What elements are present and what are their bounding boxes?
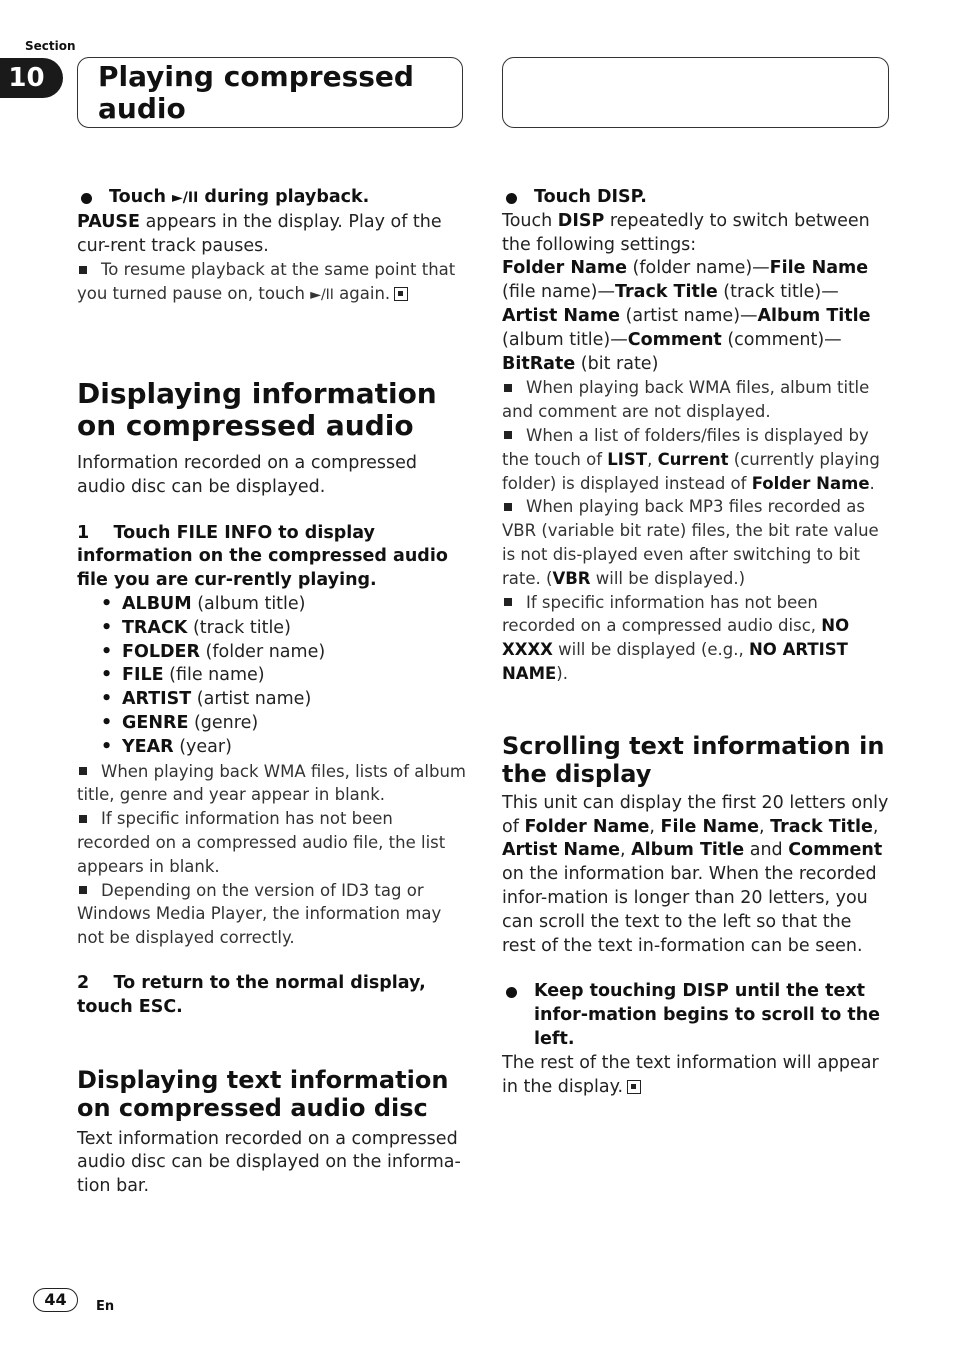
list-item: • GENRE (genre) — [101, 712, 467, 736]
heading-scrolling-text: Scrolling text information in the display — [502, 731, 885, 788]
list-item: • ALBUM (album title) — [101, 593, 467, 617]
note-square-icon — [504, 503, 512, 511]
note-square-icon — [504, 598, 512, 606]
heading-text-information: Displaying text information on compressed audio disc — [77, 1065, 449, 1122]
note-not-recorded: If specific information has not been recorded on a compressed audio file, the list appears in blank. — [77, 809, 446, 876]
list-item: • FILE (file name) — [101, 664, 467, 688]
step-2: 2 To return to the normal display, touch ESC. — [77, 972, 432, 1017]
note-square-icon — [504, 431, 512, 439]
step-1: 1 Touch FILE INFO to display information on the compressed audio file you are cur-rently playing. — [77, 522, 454, 591]
list-item: • YEAR (year) — [101, 736, 467, 760]
section-label: Section — [25, 39, 76, 53]
note-wma-right: When playing back WMA files, album title and comment are not displayed. — [502, 378, 870, 422]
right-column — [502, 186, 890, 1099]
pause-description: PAUSE appears in the display. Play of the cur-rent track pauses. — [77, 211, 442, 256]
note-square-icon — [79, 767, 87, 775]
section-number-badge: 10 — [0, 58, 63, 98]
keep-touching-description: The rest of the text information will appear in the display. — [502, 1052, 879, 1097]
note-no-xxxx: If specific information has not been recorded on a compressed audio disc, NO XXXX will be displayed (e.g., NO ARTIST NAME). — [502, 592, 850, 683]
play-pause-icon: ►/II — [172, 190, 199, 206]
note-vbr: When playing back MP3 files recorded as VBR (variable bit rate) files, the bit rate value is not dis-played even after switching to bit rate. (VBR will be displayed.) — [502, 497, 879, 588]
intro-text: Information recorded on a compressed audio disc can be displayed. — [77, 452, 418, 497]
note-square-icon — [79, 886, 87, 894]
note-square-icon — [79, 266, 87, 274]
pause-note: To resume playback at the same point that you turned pause on, touch ►/II again. — [77, 260, 456, 304]
language-label: En — [96, 1299, 115, 1314]
disp-step: Touch DISP. — [502, 186, 890, 210]
list-item: • FOLDER (folder name) — [101, 641, 467, 665]
chapter-title: Playing compressed audio — [98, 60, 414, 125]
play-pause-icon: ►/II — [310, 287, 334, 304]
chapter-title-box — [77, 57, 463, 128]
note-list: When a list of folders/files is displayed by the touch of LIST, Current (currently playing folder) is displayed instead of Folder Name. — [502, 425, 880, 493]
text-information-body: Text information recorded on a compressed audio disc can be displayed on the informa-tion bar. — [77, 1128, 461, 1197]
page-number: 44 — [33, 1288, 78, 1312]
pause-step: Touch ►/II during playback. — [77, 186, 467, 211]
disp-description: Touch DISP repeatedly to switch between the following settings: — [502, 210, 870, 255]
note-square-icon — [79, 815, 87, 823]
empty-header-box — [502, 57, 889, 128]
end-mark-icon — [394, 287, 408, 301]
end-mark-icon — [627, 1080, 641, 1094]
heading-displaying-information: Displaying information on compressed audio — [77, 376, 437, 442]
list-item: • TRACK (track title) — [101, 617, 467, 641]
scrolling-body: This unit can display the first 20 letters only of Folder Name, File Name, Track Title, Artist Name, Album Title and Comment on the information bar. When the recorded infor-mation is longer than 20 letters, you can scroll the text to the left so that the rest of the text in-formation can be seen. — [502, 792, 889, 956]
left-column — [77, 186, 467, 1199]
keep-touching-step: Keep touching DISP until the text infor-mation begins to scroll to the left. — [502, 980, 890, 1051]
note-wma: When playing back WMA files, lists of album title, genre and year appear in blank. — [77, 761, 466, 805]
file-info-list — [77, 593, 467, 760]
note-square-icon — [504, 384, 512, 392]
list-item: • ARTIST (artist name) — [101, 688, 467, 712]
note-id3: Depending on the version of ID3 tag or Windows Media Player, the information may not be displayed correctly. — [77, 880, 442, 948]
disp-settings: Folder Name (folder name)—File Name (file name)—Track Title (track title)—Artist Name (artist name)—Album Title (album title)—Comment (comment)—BitRate (bit rate) — [502, 258, 871, 374]
